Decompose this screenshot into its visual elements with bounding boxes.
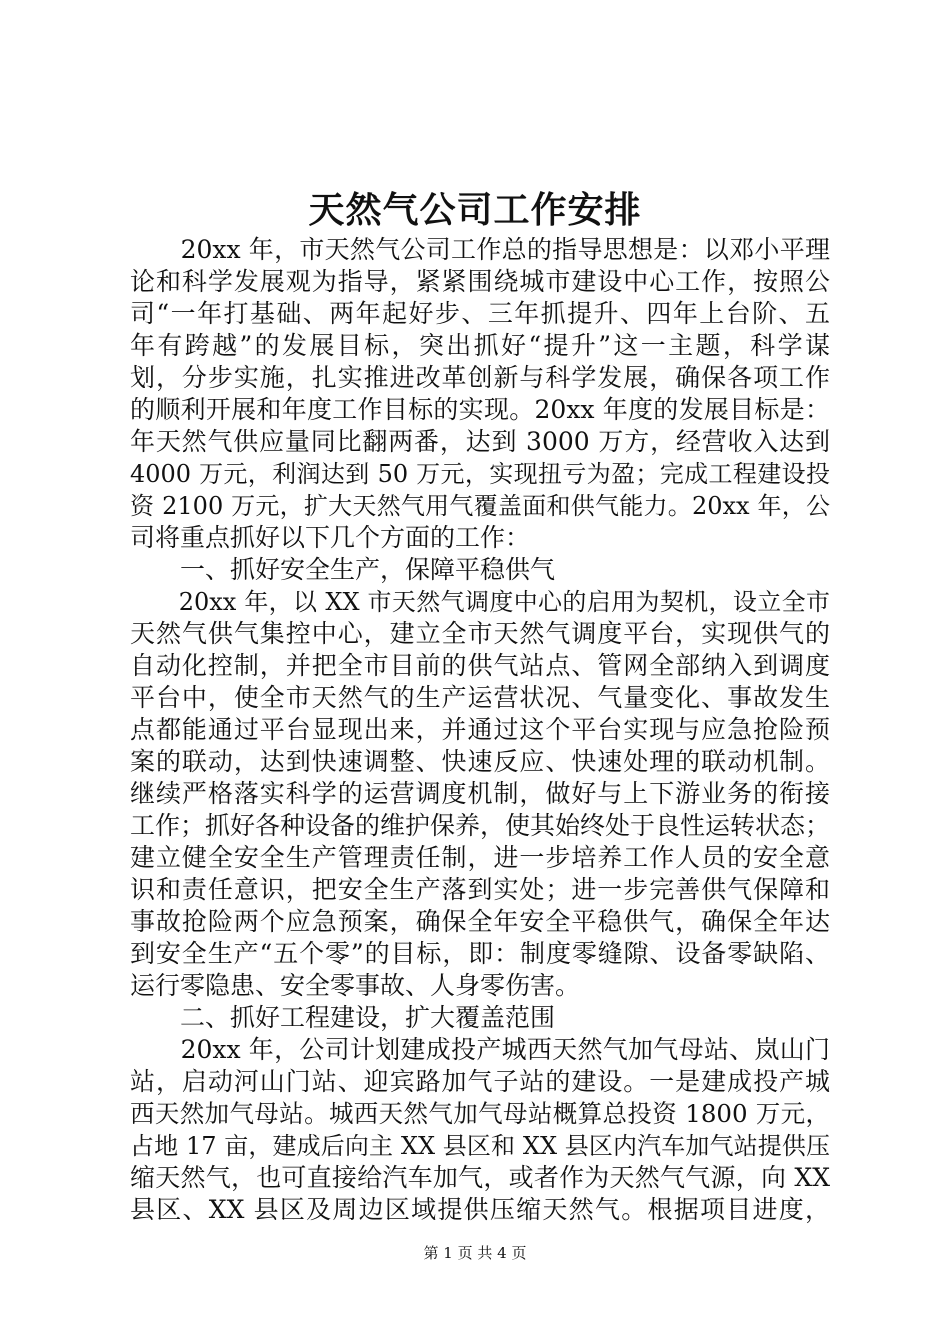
document-body (130, 234, 830, 1226)
body-line: 20xx 年，公司计划建成投产城西天然气加气母站、岚山门 (130, 1035, 830, 1064)
page-footer: 第 1 页 共 4 页 (423, 1244, 527, 1262)
body-line: 点都能通过平台显现出来，并通过这个平台实现与应急抢险预 (130, 715, 830, 744)
body-line: 西天然加气母站。城西天然气加气母站概算总投资 1800 万元， (130, 1099, 830, 1128)
body-line: 论和科学发展观为指导，紧紧围绕城市建设中心工作，按照公 (130, 267, 830, 296)
body-line: 二、抓好工程建设，扩大覆盖范围 (130, 1003, 556, 1032)
body-line: 缩天然气，也可直接给汽车加气，或者作为天然气气源，向 XX (130, 1163, 830, 1192)
body-line: 20xx 年，以 XX 市天然气调度中心的启用为契机，设立全市 (130, 588, 830, 616)
body-line: 4000 万元，利润达到 50 万元，实现扭亏为盈；完成工程建设投 (130, 460, 830, 488)
body-line: 年天然气供应量同比翻两番，达到 3000 万方，经营收入达到 (130, 427, 830, 456)
body-line: 平台中，使全市天然气的生产运营状况、气量变化、事故发生 (130, 683, 830, 712)
body-line: 站，启动河山门站、迎宾路加气子站的建设。一是建成投产城 (130, 1067, 830, 1096)
body-line: 资 2100 万元，扩大天然气用气覆盖面和供气能力。20xx 年，公 (130, 492, 830, 520)
body-line: 到安全生产“五个零”的目标，即：制度零缝隙、设备零缺陷、 (130, 939, 830, 968)
body-line: 天然气供气集控中心，建立全市天然气调度平台，实现供气的 (130, 619, 830, 648)
body-line: 建立健全安全生产管理责任制，进一步培养工作人员的安全意 (130, 843, 830, 872)
body-line: 案的联动，达到快速调整、快速反应、快速处理的联动机制。 (130, 747, 830, 776)
body-line: 自动化控制，并把全市目前的供气站点、管网全部纳入到调度 (130, 651, 830, 680)
body-line: 识和责任意识，把安全生产落到实处；进一步完善供气保障和 (130, 875, 830, 904)
document-title: 天然气公司工作安排 (308, 189, 642, 231)
body-line: 县区、XX 县区及周边区域提供压缩天然气。根据项目进度， (130, 1195, 830, 1224)
body-line: 划，分步实施，扎实推进改革创新与科学发展，确保各项工作 (130, 363, 830, 392)
body-line: 占地 17 亩，建成后向主 XX 县区和 XX 县区内汽车加气站提供压 (130, 1132, 830, 1160)
body-line: 的顺利开展和年度工作目标的实现。20xx 年度的发展目标是： (130, 395, 830, 424)
body-line: 司“一年打基础、两年起好步、三年抓提升、四年上台阶、五 (130, 299, 830, 328)
body-line: 事故抢险两个应急预案，确保全年安全平稳供气，确保全年达 (130, 907, 830, 936)
body-line: 工作；抓好各种设备的维护保养，使其始终处于良性运转状态； (130, 811, 831, 840)
body-line: 年有跨越”的发展目标，突出抓好“提升”这一主题，科学谋 (130, 331, 830, 360)
body-line: 继续严格落实科学的运营调度机制，做好与上下游业务的衔接 (130, 779, 830, 808)
body-line: 司将重点抓好以下几个方面的工作： (130, 523, 531, 552)
body-line: 运行零隐患、安全零事故、人身零伤害。 (130, 971, 581, 1000)
body-line: 20xx 年，市天然气公司工作总的指导思想是：以邓小平理 (130, 235, 830, 264)
body-line: 一、抓好安全生产，保障平稳供气 (130, 555, 556, 584)
